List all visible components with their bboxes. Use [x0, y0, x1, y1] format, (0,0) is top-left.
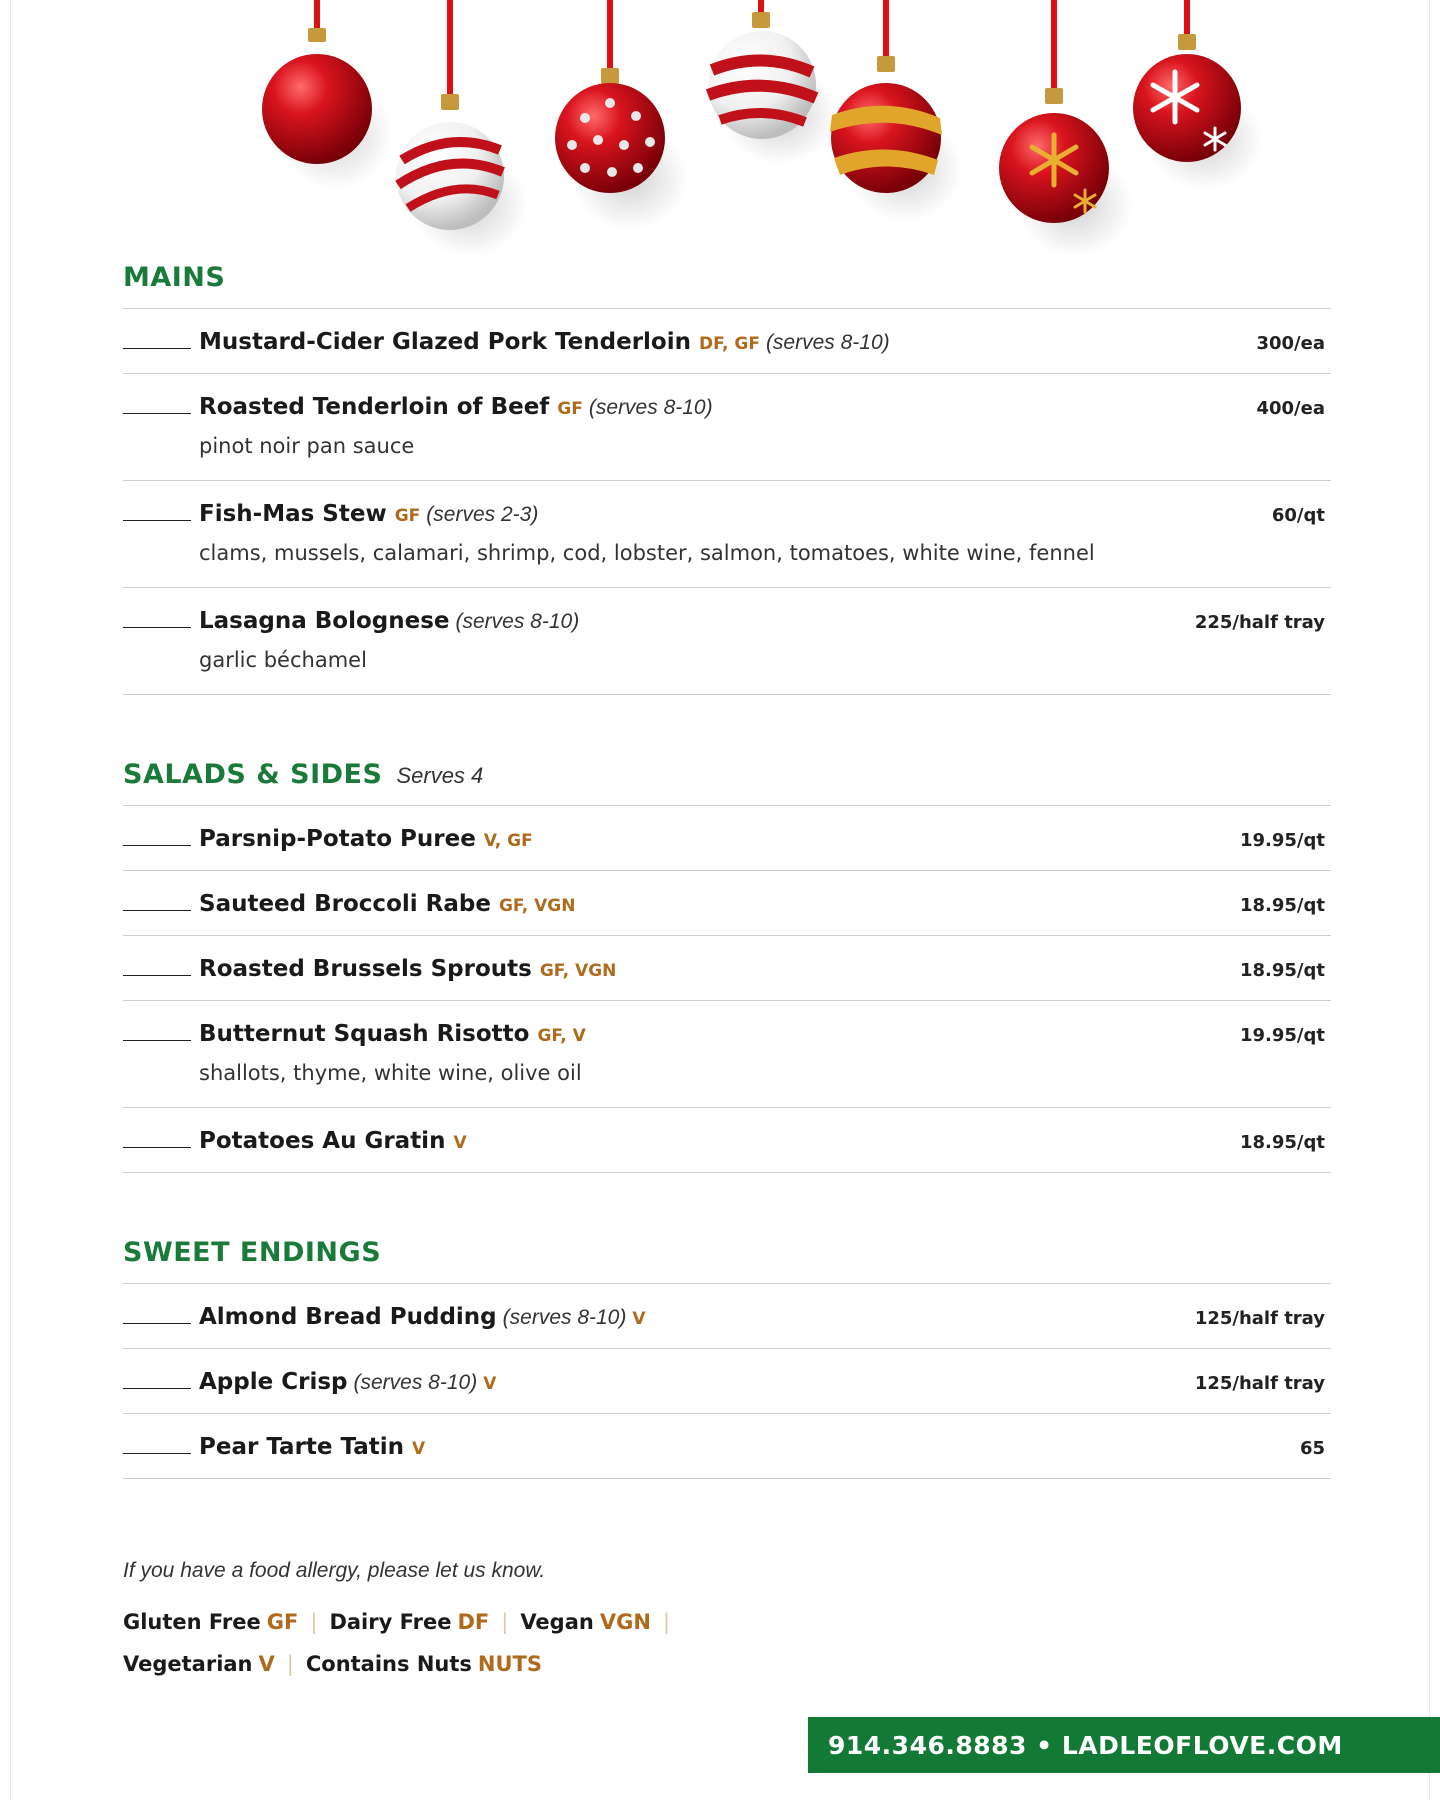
section-header-sweet-endings: [123, 1237, 1331, 1283]
item-price: 65: [1299, 1438, 1325, 1459]
ornament-swirl-icon: [396, 0, 528, 257]
section-title: SALADS & SIDES: [123, 759, 383, 790]
item-name: Almond Bread Pudding: [199, 1304, 497, 1330]
item-name: Potatoes Au Gratin: [199, 1128, 446, 1154]
legend-separator: |: [286, 1652, 294, 1676]
allergy-note: If you have a food allergy, please let us know.: [123, 1559, 546, 1582]
ornament-red-plain-icon: [262, 0, 393, 189]
item-price: 19.95/qt: [1240, 830, 1325, 851]
menu-item: [123, 588, 1331, 695]
menu-item: [123, 1001, 1331, 1108]
legend-separator: |: [310, 1610, 318, 1634]
order-blank-line[interactable]: [123, 395, 191, 414]
order-blank-line[interactable]: [123, 502, 191, 521]
item-name: Roasted Brussels Sprouts: [199, 956, 532, 982]
section-title: MAINS: [123, 262, 226, 293]
item-description: shallots, thyme, white wine, olive oil: [199, 1061, 582, 1085]
item-price: 18.95/qt: [1240, 1132, 1325, 1153]
diet-tags: V, GF: [483, 831, 533, 851]
diet-tags: GF, VGN: [539, 961, 617, 981]
order-blank-line[interactable]: [123, 1305, 191, 1324]
diet-tags: V: [632, 1309, 646, 1329]
legend-code: VGN: [599, 1610, 651, 1634]
item-price: 225/half tray: [1194, 612, 1325, 633]
order-blank-line[interactable]: [123, 1435, 191, 1454]
serving-size: (serves 8-10): [765, 331, 890, 354]
legend-label: Dairy Free: [329, 1610, 452, 1634]
menu-item: [123, 1284, 1331, 1349]
legend-code: DF: [457, 1610, 490, 1634]
order-blank-line[interactable]: [123, 892, 191, 911]
serving-size: (serves 8-10): [502, 1306, 627, 1329]
item-name: Fish-Mas Stew: [199, 501, 387, 527]
item-name: Parsnip-Potato Puree: [199, 826, 476, 852]
item-name: Sauteed Broccoli Rabe: [199, 891, 491, 917]
item-name: Roasted Tenderloin of Beef: [199, 394, 550, 420]
legend-label: Vegetarian: [123, 1652, 253, 1676]
item-price: 60/qt: [1271, 505, 1325, 526]
menu-item: [123, 481, 1331, 588]
menu-content: [123, 262, 1331, 1479]
diet-legend-line-1: [123, 1610, 682, 1634]
item-name: Lasagna Bolognese: [199, 608, 450, 634]
order-blank-line[interactable]: [123, 609, 191, 628]
item-description: garlic béchamel: [199, 648, 367, 672]
diet-tags: GF: [557, 399, 583, 419]
legend-code: V: [258, 1652, 275, 1676]
menu-item: [123, 374, 1331, 481]
order-blank-line[interactable]: [123, 957, 191, 976]
contact-text[interactable]: 914.346.8883 • LADLEOFLOVE.COM: [828, 1730, 1343, 1760]
ornament-gold-snowflake-icon: [999, 0, 1133, 257]
menu-item: [123, 1414, 1331, 1479]
serving-size: (serves 8-10): [455, 610, 580, 633]
section-header-salads-sides: [123, 759, 1331, 805]
menu-item: [123, 1349, 1331, 1414]
section-title: SWEET ENDINGS: [123, 1237, 382, 1268]
menu-item: [123, 936, 1331, 1001]
diet-tags: V: [412, 1439, 426, 1459]
item-price: 300/ea: [1256, 333, 1325, 354]
item-price: 18.95/qt: [1240, 895, 1325, 916]
ornament-striped-icon: [708, 0, 838, 165]
section-header-mains: [123, 262, 1331, 308]
order-blank-line[interactable]: [123, 1370, 191, 1389]
christmas-ornaments-banner: [0, 0, 1440, 270]
legend-label: Gluten Free: [123, 1610, 261, 1634]
item-price: 125/half tray: [1194, 1373, 1325, 1394]
item-name: Butternut Squash Risotto: [199, 1021, 530, 1047]
ornament-red-gold-icon: [830, 0, 963, 222]
diet-legend-line-2: [123, 1652, 542, 1676]
diet-tags: GF, VGN: [498, 896, 576, 916]
legend-separator: |: [501, 1610, 509, 1634]
ornament-polka-dot-icon: [555, 0, 688, 230]
legend-separator: |: [662, 1610, 670, 1634]
serving-size: (serves 8-10): [588, 396, 713, 419]
order-blank-line[interactable]: [123, 1022, 191, 1041]
diet-tags: GF: [394, 506, 421, 526]
item-price: 125/half tray: [1194, 1308, 1325, 1329]
legend-label: Vegan: [520, 1610, 594, 1634]
legend-code: NUTS: [477, 1652, 542, 1676]
diet-tags: DF, GF: [699, 334, 760, 354]
item-description: pinot noir pan sauce: [199, 434, 415, 458]
item-price: 19.95/qt: [1240, 1025, 1325, 1046]
legend-code: GF: [266, 1610, 299, 1634]
item-name: Pear Tarte Tatin: [199, 1434, 405, 1460]
item-price: 18.95/qt: [1240, 960, 1325, 981]
serving-size: (serves 8-10): [353, 1371, 478, 1394]
menu-item: [123, 309, 1331, 374]
menu-item: [123, 871, 1331, 936]
order-blank-line[interactable]: [123, 330, 191, 349]
menu-item: [123, 1108, 1331, 1173]
diet-tags: V: [453, 1133, 467, 1153]
order-blank-line[interactable]: [123, 1129, 191, 1148]
serving-size: (serves 2-3): [426, 503, 539, 526]
diet-tags: V: [483, 1374, 497, 1394]
item-name: Apple Crisp: [199, 1369, 348, 1395]
contact-footer[interactable]: [808, 1717, 1440, 1773]
section-subtitle: Serves 4: [396, 763, 484, 788]
item-name: Mustard-Cider Glazed Pork Tenderloin: [199, 329, 691, 355]
legend-label: Contains Nuts: [305, 1652, 472, 1676]
item-price: 400/ea: [1256, 398, 1325, 419]
diet-tags: GF, V: [537, 1026, 586, 1046]
item-description: clams, mussels, calamari, shrimp, cod, lobster, salmon, tomatoes, white wine, fennel: [199, 541, 1095, 565]
ornament-white-snowflake-icon: [1133, 0, 1263, 190]
order-blank-line[interactable]: [123, 827, 191, 846]
menu-item: [123, 806, 1331, 871]
